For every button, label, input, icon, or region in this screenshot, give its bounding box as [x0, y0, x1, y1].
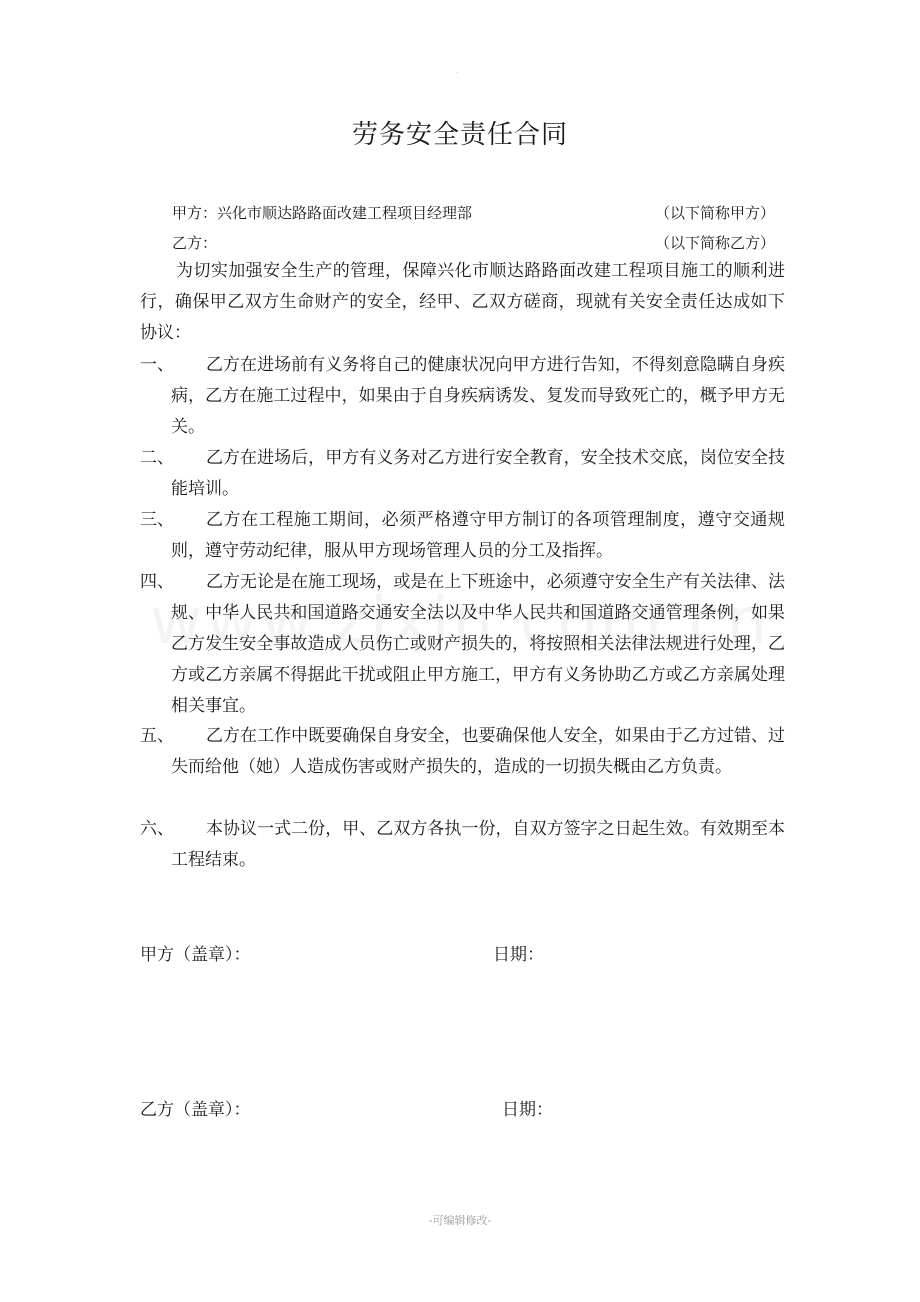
clause-text: 乙方在工作中既要确保自身安全，也要确保他人安全，如果由于乙方过错、过失而给他（她）人造成伤害或财产损失的，造成的一切损失概由乙方负责。	[171, 726, 785, 777]
clause-3	[140, 505, 785, 567]
clause-number: 六、	[140, 819, 174, 839]
clause-text: 乙方在进场前有义务将自己的健康状况向甲方进行告知，不得刻意隐瞒自身疾病，乙方在施工过程中，如果由于自身疾病诱发、复发而导致死亡的，概予甲方无关。	[171, 355, 785, 437]
party-b-label: 乙方：	[172, 234, 218, 252]
intro-paragraph: 为切实加强安全生产的管理，保障兴化市顺达路路面改建工程项目施工的顺利进行，确保甲乙双方生命财产的安全，经甲、乙双方磋商，现就有关安全责任达成如下协议：	[140, 261, 785, 343]
clause-text: 乙方在工程施工期间，必须严格遵守甲方制订的各项管理制度，遵守交通规则，遵守劳动纪律，服从甲方现场管理人员的分工及指挥。	[171, 510, 785, 561]
clause-2	[140, 443, 785, 505]
clause-number: 三、	[140, 510, 174, 530]
clause-6	[140, 814, 785, 876]
clause-number: 四、	[140, 572, 174, 592]
party-a-date-label: 日期：	[493, 945, 544, 965]
clause-5	[140, 721, 785, 783]
party-b-seal-label: 乙方（盖章）：	[140, 1100, 251, 1120]
clause-text: 本协议一式二份，甲、乙双方各执一份，自双方签字之日起生效。有效期至本工程结束。	[171, 819, 785, 870]
clause-text: 乙方在进场后，甲方有义务对乙方进行安全教育，安全技术交底，岗位安全技能培训。	[171, 448, 785, 499]
party-b-note: （以下简称乙方）	[655, 234, 776, 252]
document-title: 劳务安全责任合同	[351, 120, 568, 150]
page-footer: -可编辑修改-	[428, 1214, 492, 1227]
party-a-note: （以下简称甲方）	[655, 204, 776, 222]
clause-1	[140, 350, 785, 443]
clause-number: 二、	[140, 448, 174, 468]
clause-4	[140, 567, 785, 722]
clause-text: 乙方无论是在施工现场，或是在上下班途中，必须遵守安全生产有关法律、法规、中华人民共和国道路交通安全法以及中华人民共和国道路交通管理条例，如果乙方发生安全事故造成人员伤亡或财产损失的，将按照相关法律法规进行处理，乙方或乙方亲属不得据此干扰或阻止甲方施工，甲方有义务协助乙方或乙方亲属处理相关事宜。	[171, 572, 785, 716]
party-b-date-label: 日期：	[502, 1100, 553, 1120]
party-a-label: 甲方：兴化市顺达路路面改建工程项目经理部	[172, 204, 473, 222]
clause-number: 五、	[140, 726, 174, 746]
top-mark: .	[456, 66, 459, 75]
party-a-seal-label: 甲方（盖章）：	[140, 945, 251, 965]
clause-number: 一、	[140, 355, 174, 375]
